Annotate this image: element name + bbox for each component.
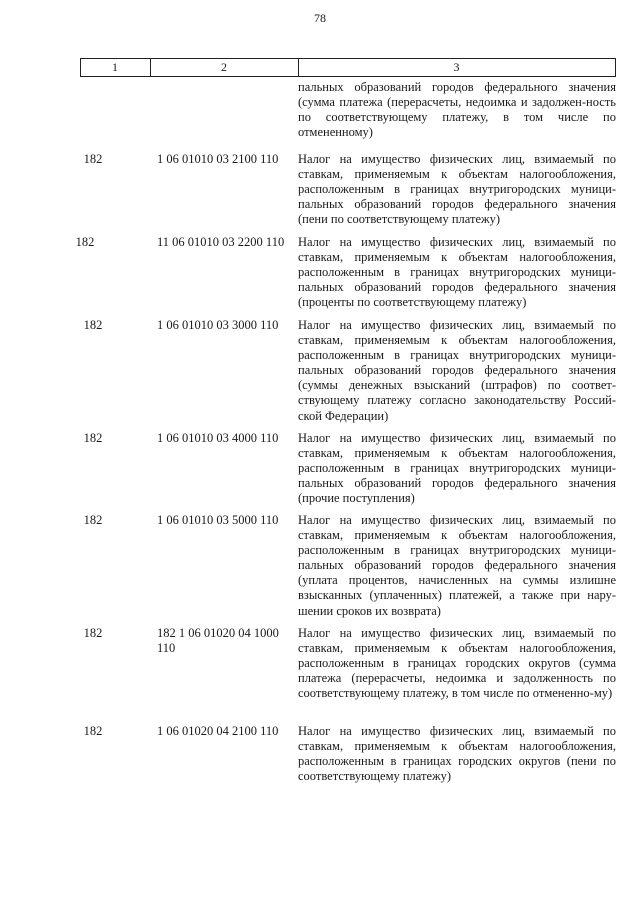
table-row bbox=[0, 513, 640, 626]
table-row bbox=[0, 235, 640, 318]
table-row bbox=[0, 318, 640, 431]
revenue-description: Налог на имущество физических лиц, взимаемый по ставкам, применяемым к объектам налогообложения, расположенным в границах внутригородских муници-пальных образований городов федерального значения (пени по соответствующему платежу) bbox=[298, 152, 616, 227]
budget-classification-code: 1 06 01010 03 2100 110 bbox=[157, 152, 279, 166]
revenue-description: Налог на имущество физических лиц, взимаемый по ставкам, применяемым к объектам налогообложения, расположенным в границах городских округов (пени по соответствующему платежу) bbox=[298, 724, 616, 784]
table-row bbox=[0, 626, 640, 724]
revenue-admin-code: 182 bbox=[83, 318, 103, 332]
table-row bbox=[0, 431, 640, 513]
header-divider bbox=[615, 58, 616, 76]
revenue-admin-code: 182 bbox=[75, 235, 95, 249]
table-body bbox=[0, 80, 640, 794]
budget-classification-code: 1 06 01010 03 5000 110 bbox=[157, 513, 279, 527]
budget-classification-code: 1 06 01010 03 4000 110 bbox=[157, 431, 279, 445]
revenue-admin-code: 182 bbox=[83, 152, 103, 166]
table-row bbox=[0, 80, 640, 152]
budget-classification-code: 182 1 06 01020 04 1000 110 bbox=[157, 626, 279, 655]
revenue-admin-code: 182 bbox=[83, 724, 103, 738]
revenue-description: Налог на имущество физических лиц, взимаемый по ставкам, применяемым к объектам налогообложения, расположенным в границах внутригородских муници-пальных образований городов федерального значения (уплата процентов, начисленных на суммы излишне взысканных (уплаченных) платежей, а также при нару-шении сроков их возврата) bbox=[298, 513, 616, 618]
column-header-3: 3 bbox=[453, 60, 460, 74]
table-row bbox=[0, 152, 640, 235]
header-rule-bottom bbox=[80, 76, 616, 77]
revenue-description: Налог на имущество физических лиц, взимаемый по ставкам, применяемым к объектам налогообложения, расположенным в границах внутригородских муници-пальных образований городов федерального значения (проценты по соответствующему платежу) bbox=[298, 235, 616, 310]
revenue-description: пальных образований городов федерального значения (сумма платежа (перерасчеты, недоимка и задолжен-ность по соответствующему платежу, в том числе по отмененному) bbox=[298, 80, 616, 140]
revenue-description: Налог на имущество физических лиц, взимаемый по ставкам, применяемым к объектам налогообложения, расположенным в границах внутригородских муници-пальных образований городов федерального значения (прочие поступления) bbox=[298, 431, 616, 506]
budget-classification-code: 1 06 01010 03 3000 110 bbox=[157, 318, 279, 332]
revenue-admin-code: 182 bbox=[83, 626, 103, 640]
budget-classification-code: 11 06 01010 03 2200 110 bbox=[157, 235, 285, 249]
revenue-description: Налог на имущество физических лиц, взимаемый по ставкам, применяемым к объектам налогообложения, расположенным в границах городских округов (сумма платежа (перерасчеты, недоимка и задолженность по соответствующему платежу, в том числе по отмененно-му) bbox=[298, 626, 616, 701]
page-number: 78 bbox=[314, 11, 326, 25]
revenue-admin-code: 182 bbox=[83, 513, 103, 527]
budget-classification-code: 1 06 01020 04 2100 110 bbox=[157, 724, 279, 738]
revenue-admin-code: 182 bbox=[83, 431, 103, 445]
column-header-1: 1 bbox=[112, 60, 118, 74]
table-row bbox=[0, 724, 640, 794]
column-header-2: 2 bbox=[221, 60, 227, 74]
revenue-description: Налог на имущество физических лиц, взимаемый по ставкам, применяемым к объектам налогообложения, расположенным в границах внутригородских муници-пальных образований городов федерального значения (суммы денежных взысканий (штрафов) по соответ-ствующему платежу согласно законодательству Россий-ской Федерации) bbox=[298, 318, 616, 423]
